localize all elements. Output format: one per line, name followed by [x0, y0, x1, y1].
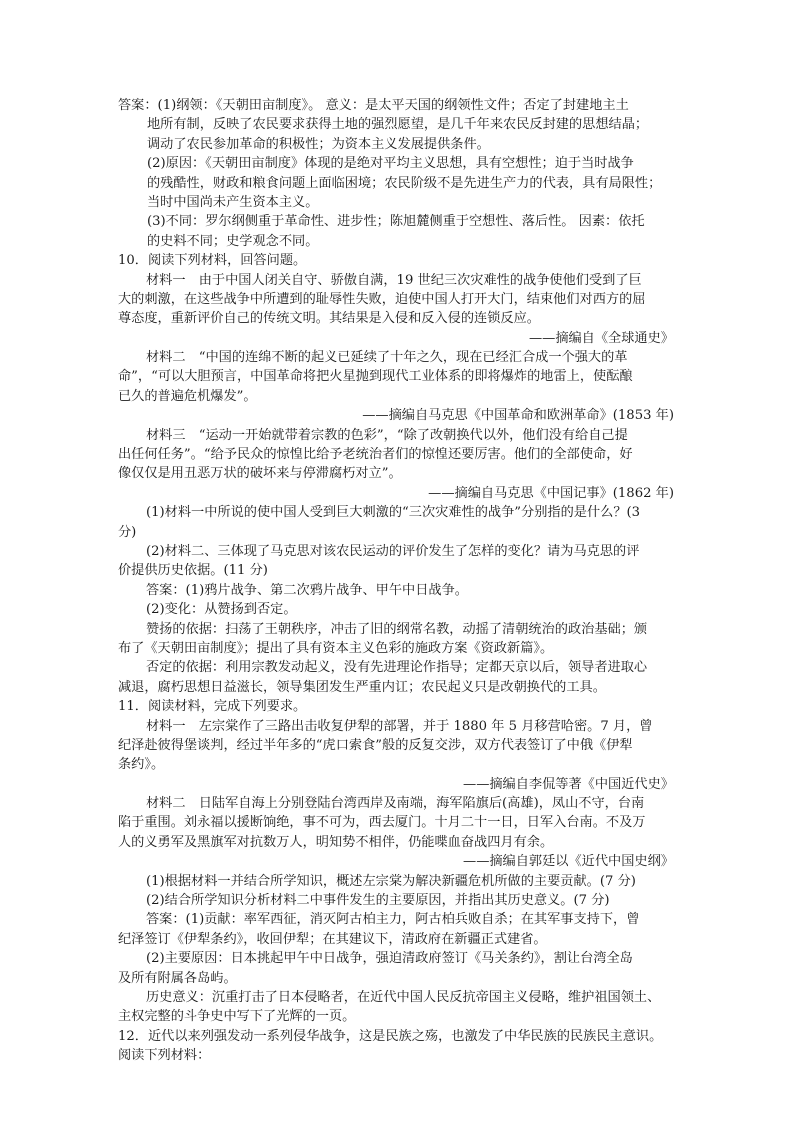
text-line: (2)原因：《天朝田亩制度》体现的是绝对平均主义思想，具有空想性；迫于当时战争	[147, 156, 634, 172]
text-line: 否定的依据：利用宗教发动起义，没有先进理论作指导；定都天京以后，领导者进取心	[146, 660, 648, 676]
text-line: 条约》。	[118, 757, 165, 773]
text-line: 减退，腐朽思想日益滋长，领导集团发生严重内讧；农民起义只是改朝换代的工具。	[118, 679, 606, 695]
text-line: 纪泽赴彼得堡谈判，经过半年多的“虎口索食”般的反复交涉，双方代表签订了中俄《伊犁	[118, 737, 633, 753]
text-line: 及所有附属各岛屿。	[118, 970, 237, 986]
text-line: 出任何任务”。“给予民众的惊惶比给予老统治者们的惊惶还要厉害。他们的全部使命，好	[118, 447, 633, 463]
text-line: 分)	[118, 524, 137, 540]
source-citation: ——摘编自马克思《中国革命和欧洲革命》(1853 年)	[362, 408, 674, 424]
text-line: (1)材料一中所说的使中国人受到巨大刺激的“三次灾难性的战争”分别指的是什么？(3	[146, 505, 641, 521]
text-line: 主权完整的斗争史中写下了光辉的一页。	[118, 1009, 356, 1025]
text-line: 11．阅读材料，完成下列要求。	[118, 699, 307, 715]
source-citation: ——摘编自李侃等著《中国近代史》	[463, 776, 674, 792]
text-line: 10．阅读下列材料，回答问题。	[118, 253, 307, 269]
text-line: 陷于重围。刘永福以援断饷绝，事不可为，西去厦门。十月二十一日，日军入台南。不及万	[118, 815, 646, 831]
text-line: 材料一 由于中国人闭关自守、骄傲自满，19 世纪三次灾难性的战争使他们受到了巨	[146, 272, 642, 288]
text-line: 材料一 左宗棠作了三路出击收复伊犁的部署，并于 1880 年 5 月移营哈密。7 月，曾	[146, 718, 653, 734]
text-line: 答案：(1)纲领：《天朝田亩制度》。 意义：是太平天国的纲领性文件；否定了封建地主土	[118, 98, 629, 113]
text-line: 的史料不同；史学观念不同。	[147, 233, 319, 249]
text-line: 材料三 “运动一开始就带着宗教的色彩”，“除了改朝换代以外，他们没有给自己提	[146, 427, 628, 443]
text-line: 答案：(1)贡献：率军西征，消灭阿古柏主力，阿古柏兵败自杀；在其军事支持下，曾	[146, 912, 640, 928]
source-citation: ——摘编自《全球通史》	[528, 330, 674, 346]
text-line: 调动了农民参加革命的积极性；为资本主义发展提供条件。	[147, 136, 490, 152]
text-line: 地所有制，反映了农民要求获得土地的强烈愿望，是几千年来农民反封建的思想结晶；	[147, 117, 649, 133]
text-line: 布了《天朝田亩制度》；提出了具有资本主义色彩的施政方案《资政新篇》。	[118, 640, 554, 656]
text-line: (2)结合所学知识分析材料二中事件发生的主要原因，并指出其历史意义。(7 分)	[146, 893, 610, 909]
text-line: 答案：(1)鸦片战争、第二次鸦片战争、甲午中日战争。	[146, 582, 468, 598]
text-line: 尊态度，重新评价自己的传统文明。其结果是入侵和反入侵的连锁反应。	[118, 311, 540, 327]
text-line: 赞扬的依据：扫荡了王朝秩序，冲击了旧的纲常名教，动摇了清朝统治的政治基础；颁	[146, 621, 648, 637]
text-line: (2)主要原因：日本挑起甲午中日战争，强迫清政府签订《马关条约》，割让台湾全岛	[146, 951, 633, 967]
text-line: 价提供历史依据。(11 分)	[118, 563, 268, 579]
text-line: 材料二 “中国的连绵不断的起义已延续了十年之久，现在已经汇合成一个强大的革	[146, 350, 628, 366]
source-citation: ——摘编自马克思《中国记事》(1862 年)	[428, 485, 674, 501]
text-line: 的残酷性，财政和粮食问题上面临困境；农民阶级不是先进生产力的代表，具有局限性；	[147, 175, 662, 191]
text-line: 阅读下列材料：	[118, 1048, 211, 1064]
text-line: (2)变化：从赞扬到否定。	[146, 602, 297, 618]
text-line: (1)根据材料一并结合所学知识，概述左宗棠为解决新疆危机所做的主要贡献。(7 分)	[146, 873, 636, 889]
text-line: (2)材料二、三体现了马克思对该农民运动的评价发生了怎样的变化？请为马克思的评	[146, 543, 640, 559]
text-line: 人的义勇军及黑旗军对抗数万人，明知势不相伴，仍能喋血奋战四月有余。	[118, 834, 554, 850]
text-line: 像仅仅是用丑恶万状的破坏来与停滞腐朽对立”。	[118, 466, 402, 482]
text-line: 材料二 日陆军自海上分别登陆台湾西岸及南端，海军陷旗后(高雄)，凤山不守，台南	[146, 796, 645, 812]
text-line: 已久的普遍危机爆发”。	[118, 388, 257, 404]
text-line: 历史意义：沉重打击了日本侵略者，在近代中国人民反抗帝国主义侵略，维护祖国领土、	[146, 989, 661, 1005]
text-line: 大的刺激，在这些战争中所遭到的耻辱性失败，迫使中国人打开大门，结束他们对西方的屈	[118, 291, 646, 307]
text-line: 纪泽签订《伊犁条约》，收回伊犁；在其建议下，清政府在新疆正式建省。	[118, 931, 547, 947]
document-page	[118, 96, 678, 1066]
text-line: 12．近代以来列强发动一系列侵华战争，这是民族之殇，也激发了中华民族的民族民主意识。	[118, 1028, 663, 1044]
text-line: (3)不同：罗尔纲侧重于革命性、进步性；陈旭麓侧重于空想性、落后性。 因素：依托	[147, 214, 645, 230]
text-line: 当时中国尚未产生资本主义。	[147, 194, 319, 210]
text-line: 命”，“可以大胆预言，中国革命将把火星抛到现代工业体系的即将爆炸的地雷上，使酝酿	[118, 369, 633, 385]
source-citation: ——摘编自郭廷以《近代中国史纲》	[463, 854, 674, 870]
